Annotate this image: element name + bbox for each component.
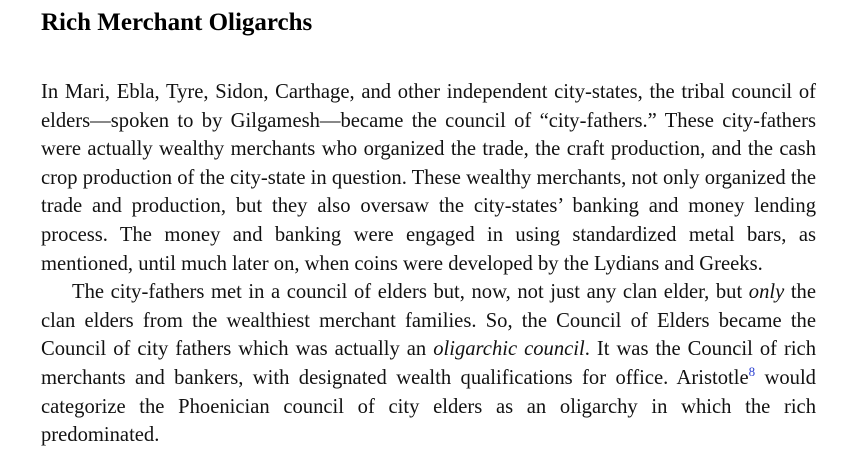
paragraph-2-text-4: would categorize the Phoenician council of city elders as an oligarchy in which the rich predominated.: [41, 366, 816, 447]
section-heading: Rich Merchant Oligarchs: [41, 9, 313, 36]
paragraph-2: [41, 278, 816, 450]
paragraph-2-text-1: The city-fathers met in a council of elders but, now, not just any clan elder, but: [72, 281, 749, 304]
emphasis-oligarchic-council: oligarchic council: [433, 338, 585, 361]
paragraph-2-text-3: . It was the Council of rich merchants and bankers, with designated wealth qualifications for office. Aristotle: [41, 338, 816, 389]
footnote-link-8[interactable]: 8: [748, 363, 756, 379]
emphasis-only: only: [748, 281, 785, 304]
document-page: [41, 0, 816, 450]
paragraph-1: In Mari, Ebla, Tyre, Sidon, Carthage, and other independent city-states, the tribal council of elders—spoken to by Gilgamesh—became the council of “city-fathers.” These city-fathers were actually wealthy merchants who organized the trade, the craft production, and the cash crop production of the city-state in question. These wealthy merchants, not only organized the trade and production, but they also oversaw the city-states’ banking and money lending process. The money and banking were engaged in using standardized metal bars, as mentioned, until much later on, when coins were developed by the Lydians and Greeks.: [41, 81, 816, 275]
paragraph-2-text-2: the clan elders from the wealthiest merchant families. So, the Council of Elders became the Council of city fathers which was actually an: [41, 281, 816, 361]
